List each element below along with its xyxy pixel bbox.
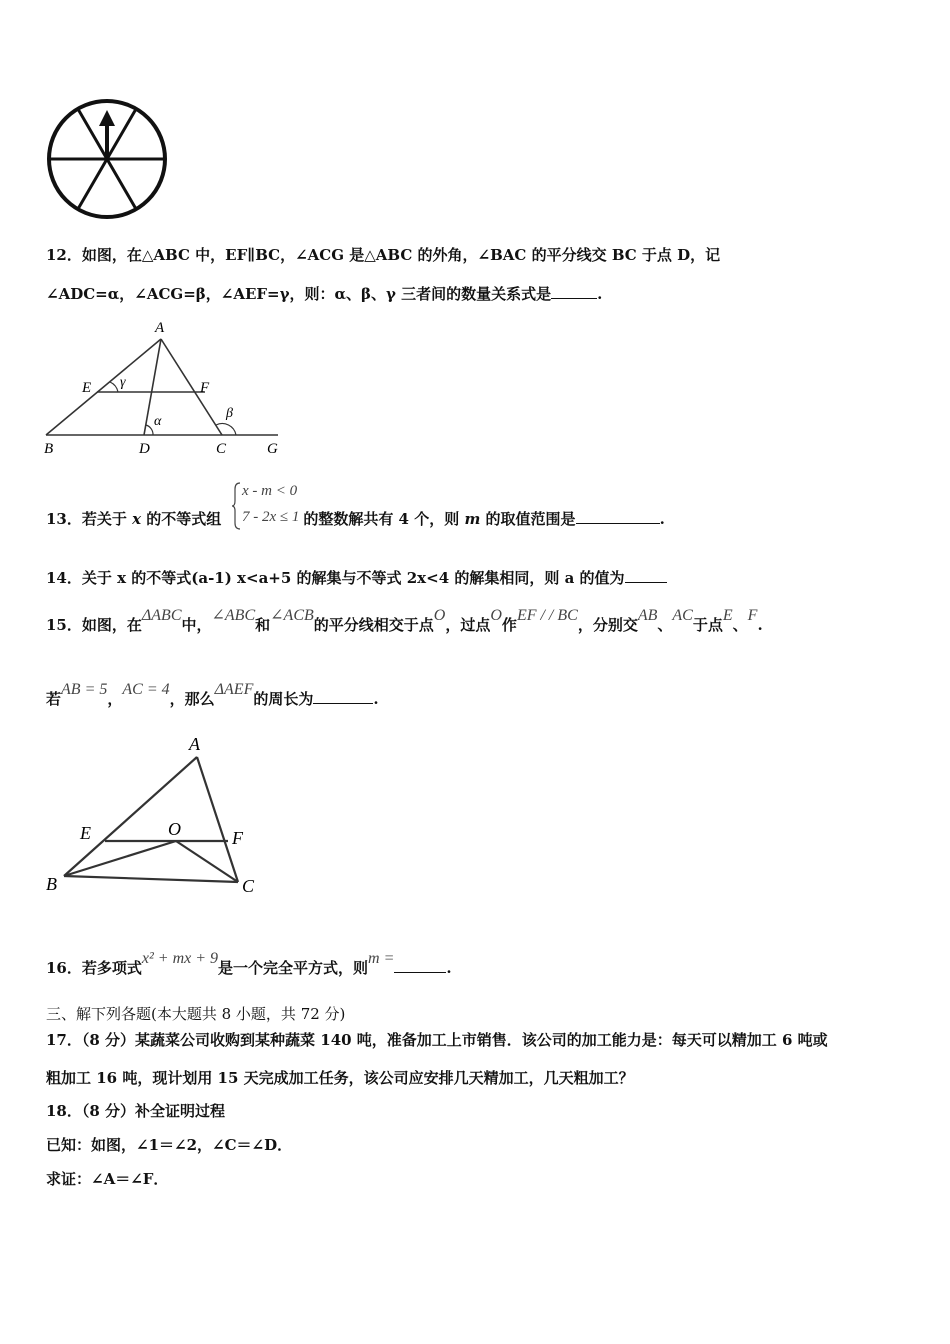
q15-tri: ΔABC [141,607,182,624]
q12-label-alpha: α [154,414,162,429]
q15-ac: AC [672,607,693,624]
q12-line2-text: ∠ADC=α，∠ACG=β，∠AEF=γ，则：α、β、γ 三者间的数量关系式是 [46,285,552,303]
q15-label-o: O [168,819,181,839]
q13-mid: 的不等式组 [146,510,222,528]
q15-o1: O [433,607,446,624]
section3-title: 三、解下列各题(本大题共 8 小题，共 72 分) [46,1005,346,1023]
q15-label-a: A [189,734,200,754]
q12-label-c: C [216,441,227,457]
q16-end: . [446,959,452,977]
q13-inequality-system [232,481,322,531]
spinner-figure [44,96,170,222]
q13-var-m: m [464,510,481,528]
q16-poly: x² + mx + 9 [141,950,219,967]
q16-meq: m = [368,950,395,967]
q15-he: 和 [255,616,271,634]
q15-end2: . [373,690,379,708]
q12-line2 [46,283,602,304]
q13-end: . [659,510,665,528]
q12-answer-blank[interactable] [551,284,597,299]
q15-label-b: B [46,874,57,894]
q12-label-d: D [139,441,150,457]
q15-dun2: 、 [732,616,748,634]
q13-suffix2: 的取值范围是 [485,510,576,528]
q17-line1: 17．（8 分）某蔬菜公司收购到某种蔬菜 140 吨，准备加工上市销售．该公司的加工能力是：每天可以精加工 6 吨或 [46,1031,828,1049]
q15-aef: ΔAEF [214,681,254,698]
q15-par: EF / / BC [516,607,578,624]
q15-line2 [46,681,379,709]
q16-prefix: 16．若多项式 [46,959,142,977]
q13-ineq1: x - m < 0 [242,483,298,499]
q18-title: 18．（8 分）补全证明过程 [46,1102,226,1120]
q13-prefix: 13．若关于 [46,510,127,528]
q12-label-g: G [267,441,278,457]
q15-t6: ，那么 [169,690,215,708]
q15-angb: ∠ABC [211,607,256,624]
q15-label-e: E [80,823,91,843]
q15-dun1: 、 [657,616,673,634]
q13-line [46,508,665,529]
q15-zhong: 中， [181,616,212,634]
q15-t7: 的周长为 [253,690,314,708]
q15-t3: 作 [501,616,517,634]
q13-answer-blank[interactable] [576,509,660,524]
q15-o2: O [490,607,502,624]
q14-answer-blank[interactable] [625,568,667,583]
q15-ab5: AB = 5 [61,681,108,698]
q15-ab: AB [637,607,658,624]
q16-mid: 是一个完全平方式，则 [218,959,369,977]
q15-comma: ， [107,690,123,708]
q15-answer-blank[interactable] [313,689,373,704]
q13-suffix1: 的整数解共有 4 个，则 [303,510,460,528]
q12-figure [40,318,290,460]
q15-label-c: C [242,876,255,896]
q15-t1: 的平分线相交于点 [313,616,434,634]
q12-end: . [597,285,603,303]
q15-t4: ，分别交 [577,616,638,634]
q15-end: . [757,616,763,634]
q18-prove: 求证：∠A＝∠F． [46,1170,169,1188]
q17-line2: 粗加工 16 吨，现计划用 15 天完成加工任务，该公司应安排几天精加工，几天粗加工？ [46,1069,634,1087]
q16-answer-blank[interactable] [394,958,446,973]
q12-label-gamma: γ [120,375,126,390]
q15-f: F [747,607,758,624]
q13-var-x: x [132,510,142,528]
q15-ruo: 若 [46,690,62,708]
q15-figure [40,730,280,900]
q12-label-b: B [44,441,54,457]
q15-prefix: 15．如图，在 [46,616,142,634]
q15-ac4: AC = 4 [122,681,170,698]
q15-t2: ，过点 [445,616,491,634]
q15-e: E [722,607,733,624]
q13-brace-icon [232,481,242,531]
q12-label-a: A [155,320,165,336]
q16-line [46,950,452,978]
q14-line [46,567,667,588]
q12-line1: 12．如图，在△ABC 中，EF∥BC，∠ACG 是△ABC 的外角，∠BAC 的平分线交 BC 于点 D，记 [46,246,721,264]
q12-label-beta: β [226,406,233,421]
q12-label-f: F [200,380,210,396]
q13-ineq2: 7 - 2x ≤ 1 [242,509,300,525]
q15-angc: ∠ACB [270,607,314,624]
q15-line1 [46,607,763,635]
q18-given: 已知：如图，∠1＝∠2，∠C＝∠D． [46,1136,293,1154]
q12-label-e: E [82,380,92,396]
q15-t5: 于点 [692,616,723,634]
q14-text: 14．关于 x 的不等式(a-1) x<a+5 的解集与不等式 2x<4 的解集相同，则 a 的值为 [46,569,625,587]
q15-label-f: F [232,828,243,848]
